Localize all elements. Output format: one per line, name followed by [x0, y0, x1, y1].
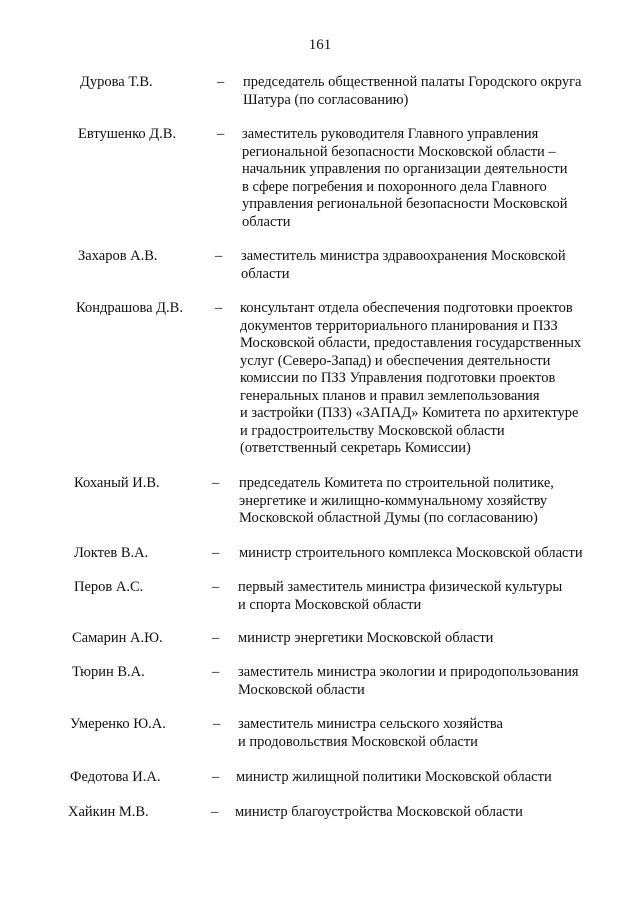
role-line: комиссии по ПЗЗ Управления подготовки проектов [240, 370, 556, 386]
role-line: начальник управления по организации деятельности [242, 161, 568, 177]
role-line: (ответственный секретарь Комиссии) [240, 440, 471, 456]
role-line: министр строительного комплекса Московской области [239, 545, 583, 561]
member-name: Локтев В.А. [74, 545, 149, 561]
member-role [242, 126, 617, 231]
member-role [238, 664, 613, 699]
role-line: председатель Комитета по строительной политике, [239, 475, 554, 491]
role-line: управления региональной безопасности Московской [242, 196, 568, 212]
page-number: 161 [308, 37, 332, 53]
dash-separator: – [212, 545, 220, 561]
member-role [238, 630, 613, 648]
role-line: консультант отдела обеспечения подготовки проектов [240, 300, 573, 316]
role-line: заместитель министра здравоохранения Московской [241, 248, 566, 264]
role-line: области [242, 213, 291, 230]
role-line: министр жилищной политики Московской области [236, 769, 552, 785]
member-role [243, 74, 618, 109]
member-name: Кондрашова Д.В. [76, 300, 183, 316]
role-line: заместитель министра сельского хозяйства [238, 716, 503, 732]
member-role [241, 248, 616, 283]
role-line: Московской области, предоставления государственных [240, 335, 582, 351]
member-name: Дурова Т.В. [80, 74, 153, 90]
role-line: и градостроительству Московской области [240, 422, 505, 439]
role-line: председатель общественной палаты Городского округа [243, 74, 582, 90]
role-line: Шатура (по согласованию) [243, 91, 409, 108]
role-line: заместитель руководителя Главного управления [242, 126, 539, 142]
role-line: министр энергетики Московской области [238, 630, 494, 646]
role-line: Московской областной Думы (по согласованию) [239, 510, 538, 526]
role-line: документов территориального планирования и ПЗЗ [240, 317, 558, 334]
member-name: Тюрин В.А. [72, 664, 145, 680]
role-line: генеральных планов и правил землепользования [240, 387, 540, 404]
dash-separator: – [211, 804, 219, 820]
member-role [235, 804, 610, 822]
role-line: в сфере погребения и похоронного дела Главного [242, 178, 547, 195]
role-line: области [241, 265, 290, 282]
role-line: министр благоустройства Московской области [235, 804, 523, 820]
member-role [238, 716, 613, 751]
member-name: Перов А.С. [74, 579, 144, 595]
member-name: Евтушенко Д.В. [78, 126, 177, 142]
member-role [240, 300, 615, 458]
member-name: Захаров А.В. [78, 248, 158, 264]
dash-separator: – [212, 579, 220, 595]
role-line: услуг (Северо-Запад) и обеспечения деятельности [240, 352, 551, 369]
dash-separator: – [213, 716, 221, 732]
dash-separator: – [217, 74, 225, 90]
member-role [236, 769, 611, 787]
member-role [238, 579, 613, 614]
member-name: Коханый И.В. [74, 475, 160, 491]
role-line: энергетике и жилищно-коммунальному хозяйству [239, 492, 548, 509]
role-line: региональной безопасности Московской области – [242, 143, 556, 160]
member-role [239, 545, 614, 563]
role-line: и продовольствия Московской области [238, 733, 478, 750]
dash-separator: – [212, 769, 220, 785]
role-line: и спорта Московской области [238, 596, 422, 613]
dash-separator: – [215, 300, 223, 316]
member-name: Федотова И.А. [70, 769, 161, 785]
dash-separator: – [212, 664, 220, 680]
member-name: Хайкин М.В. [68, 804, 149, 820]
dash-separator: – [212, 475, 220, 491]
role-line: первый заместитель министра физической культуры [238, 579, 563, 595]
dash-separator: – [212, 630, 220, 646]
member-name: Умеренко Ю.А. [70, 716, 166, 732]
member-role [239, 475, 614, 528]
role-line: и застройки (ПЗЗ) «ЗАПАД» Комитета по архитектуре [240, 405, 579, 421]
dash-separator: – [215, 248, 223, 264]
role-line: Московской области [238, 681, 365, 698]
dash-separator: – [217, 126, 225, 142]
member-name: Самарин А.Ю. [72, 630, 163, 646]
role-line: заместитель министра экологии и природопользования [238, 664, 579, 680]
